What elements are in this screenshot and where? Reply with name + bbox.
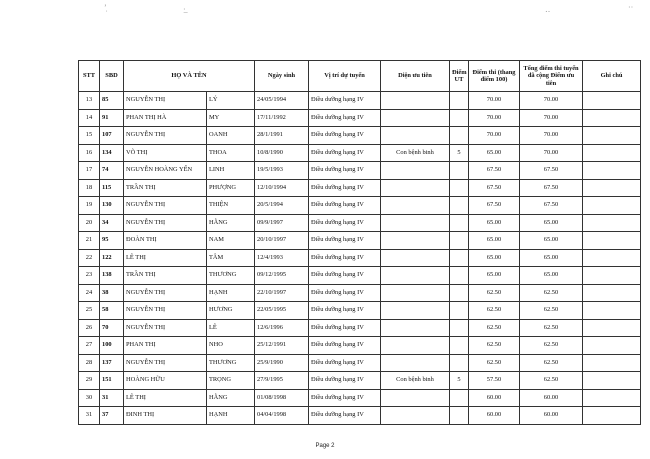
table-row: [79, 267, 641, 285]
cell-priority-type: [381, 179, 450, 197]
cell-position: Điều dưỡng hạng IV: [309, 337, 381, 355]
cell-surname: NGUYỄN THỊ: [124, 92, 207, 110]
cell-priority-type: [381, 284, 450, 302]
cell-surname: LÊ THỊ: [124, 389, 207, 407]
cell-surname: LÊ THỊ: [124, 249, 207, 267]
header-sbd: SBD: [100, 61, 124, 92]
cell-priority-type: Con bệnh binh: [381, 144, 450, 162]
cell-priority-type: [381, 319, 450, 337]
cell-given-name: HẠNH: [207, 407, 255, 425]
cell-priority-type: [381, 267, 450, 285]
cell-priority-points: [450, 389, 469, 407]
cell-score: 60.00: [469, 389, 520, 407]
cell-priority-type: [381, 407, 450, 425]
cell-note: [583, 302, 641, 320]
table-row: [79, 109, 641, 127]
cell-given-name: LÝ: [207, 92, 255, 110]
cell-score: 65.00: [469, 144, 520, 162]
cell-score: 70.00: [469, 92, 520, 110]
table-row: [79, 284, 641, 302]
cell-note: [583, 92, 641, 110]
cell-score: 65.00: [469, 249, 520, 267]
cell-note: [583, 197, 641, 215]
cell-given-name: THƯƠNG: [207, 354, 255, 372]
cell-surname: ĐINH THỊ: [124, 407, 207, 425]
cell-dob: 09/12/1995: [255, 267, 309, 285]
cell-priority-type: Con bệnh binh: [381, 372, 450, 390]
header-stt: STT: [79, 61, 100, 92]
cell-surname: NGUYỄN THỊ: [124, 284, 207, 302]
cell-priority-type: [381, 337, 450, 355]
cell-position: Điều dưỡng hạng IV: [309, 214, 381, 232]
cell-stt: 22: [79, 249, 100, 267]
cell-dob: 09/9/1997: [255, 214, 309, 232]
cell-surname: NGUYỄN THỊ: [124, 302, 207, 320]
table-row: [79, 214, 641, 232]
cell-score: 62.50: [469, 284, 520, 302]
cell-note: [583, 214, 641, 232]
cell-total: 65.00: [520, 249, 583, 267]
cell-surname: TRẦN THỊ: [124, 267, 207, 285]
cell-dob: 12/4/1993: [255, 249, 309, 267]
cell-given-name: LINH: [207, 162, 255, 180]
cell-sbd: 31: [100, 389, 124, 407]
scan-artifact-mark: ··: [628, 3, 634, 12]
cell-position: Điều dưỡng hạng IV: [309, 302, 381, 320]
cell-score: 67.50: [469, 179, 520, 197]
cell-position: Điều dưỡng hạng IV: [309, 127, 381, 145]
cell-sbd: 91: [100, 109, 124, 127]
cell-priority-points: [450, 284, 469, 302]
table-row: [79, 337, 641, 355]
cell-dob: 24/05/1994: [255, 92, 309, 110]
cell-given-name: TRỌNG: [207, 372, 255, 390]
cell-priority-type: [381, 302, 450, 320]
cell-position: Điều dưỡng hạng IV: [309, 232, 381, 250]
cell-sbd: 37: [100, 407, 124, 425]
table-row: [79, 92, 641, 110]
cell-priority-points: [450, 354, 469, 372]
cell-note: [583, 144, 641, 162]
cell-dob: 20/10/1997: [255, 232, 309, 250]
cell-sbd: 85: [100, 92, 124, 110]
cell-note: [583, 109, 641, 127]
page-number: Page 2: [315, 443, 335, 449]
scan-artifact-mark: ·̲: [183, 5, 186, 14]
cell-stt: 29: [79, 372, 100, 390]
cell-given-name: HẰNG: [207, 389, 255, 407]
cell-position: Điều dưỡng hạng IV: [309, 407, 381, 425]
table-row: [79, 389, 641, 407]
cell-position: Điều dưỡng hạng IV: [309, 197, 381, 215]
cell-score: 65.00: [469, 232, 520, 250]
cell-stt: 16: [79, 144, 100, 162]
cell-score: 65.00: [469, 267, 520, 285]
cell-stt: 28: [79, 354, 100, 372]
cell-given-name: THOA: [207, 144, 255, 162]
cell-priority-type: [381, 249, 450, 267]
cell-total: 62.50: [520, 372, 583, 390]
cell-priority-type: [381, 232, 450, 250]
cell-score: 67.50: [469, 197, 520, 215]
cell-total: 65.00: [520, 267, 583, 285]
cell-note: [583, 127, 641, 145]
cell-given-name: HẠNH: [207, 284, 255, 302]
cell-note: [583, 284, 641, 302]
cell-surname: NGUYỄN THỊ: [124, 127, 207, 145]
header-score: Điểm thi (thang điểm 100): [469, 61, 520, 92]
header-priority-type: Diện ưu tiên: [381, 61, 450, 92]
cell-priority-type: [381, 92, 450, 110]
cell-sbd: 134: [100, 144, 124, 162]
results-table: [78, 60, 641, 425]
cell-total: 62.50: [520, 354, 583, 372]
cell-given-name: HƯƠNG: [207, 302, 255, 320]
cell-priority-points: 5: [450, 372, 469, 390]
cell-surname: NGUYỄN THỊ: [124, 319, 207, 337]
cell-note: [583, 389, 641, 407]
cell-surname: NGUYỄN THỊ: [124, 354, 207, 372]
cell-sbd: 138: [100, 267, 124, 285]
cell-priority-points: 5: [450, 144, 469, 162]
cell-score: 62.50: [469, 354, 520, 372]
cell-priority-points: [450, 109, 469, 127]
cell-sbd: 70: [100, 319, 124, 337]
cell-dob: 25/12/1991: [255, 337, 309, 355]
cell-stt: 27: [79, 337, 100, 355]
cell-dob: 12/6/1996: [255, 319, 309, 337]
cell-priority-type: [381, 197, 450, 215]
header-priority-points: Điểm UT: [450, 61, 469, 92]
cell-stt: 19: [79, 197, 100, 215]
cell-surname: TRẦN THỊ: [124, 179, 207, 197]
cell-total: 67.50: [520, 179, 583, 197]
table-row: [79, 407, 641, 425]
cell-position: Điều dưỡng hạng IV: [309, 92, 381, 110]
cell-score: 70.00: [469, 109, 520, 127]
cell-dob: 27/9/1995: [255, 372, 309, 390]
cell-priority-type: [381, 109, 450, 127]
cell-total: 67.50: [520, 197, 583, 215]
cell-sbd: 122: [100, 249, 124, 267]
cell-given-name: OANH: [207, 127, 255, 145]
cell-note: [583, 372, 641, 390]
table-row: [79, 162, 641, 180]
cell-total: 65.00: [520, 214, 583, 232]
cell-sbd: 58: [100, 302, 124, 320]
cell-priority-points: [450, 267, 469, 285]
cell-position: Điều dưỡng hạng IV: [309, 372, 381, 390]
cell-position: Điều dưỡng hạng IV: [309, 319, 381, 337]
cell-surname: PHAN THỊ: [124, 337, 207, 355]
table-row: [79, 372, 641, 390]
cell-dob: 04/04/1998: [255, 407, 309, 425]
cell-position: Điều dưỡng hạng IV: [309, 389, 381, 407]
cell-score: 62.50: [469, 302, 520, 320]
cell-sbd: 151: [100, 372, 124, 390]
cell-position: Điều dưỡng hạng IV: [309, 179, 381, 197]
cell-priority-points: [450, 249, 469, 267]
cell-priority-points: [450, 162, 469, 180]
cell-total: 62.50: [520, 284, 583, 302]
cell-sbd: 130: [100, 197, 124, 215]
cell-given-name: MY: [207, 109, 255, 127]
cell-note: [583, 179, 641, 197]
table-row: [79, 232, 641, 250]
header-dob: Ngày sinh: [255, 61, 309, 92]
cell-note: [583, 319, 641, 337]
cell-note: [583, 249, 641, 267]
cell-given-name: THIỆN: [207, 197, 255, 215]
cell-priority-points: [450, 319, 469, 337]
cell-stt: 15: [79, 127, 100, 145]
table-row: [79, 319, 641, 337]
scan-artifact-mark: ʼ̣: [104, 3, 107, 12]
cell-position: Điều dưỡng hạng IV: [309, 354, 381, 372]
cell-priority-points: [450, 407, 469, 425]
cell-priority-type: [381, 127, 450, 145]
cell-surname: ĐOÀN THỊ: [124, 232, 207, 250]
cell-score: 65.00: [469, 214, 520, 232]
cell-sbd: 115: [100, 179, 124, 197]
cell-priority-points: [450, 197, 469, 215]
cell-sbd: 95: [100, 232, 124, 250]
cell-given-name: HẰNG: [207, 214, 255, 232]
cell-dob: 01/08/1998: [255, 389, 309, 407]
cell-priority-points: [450, 92, 469, 110]
cell-score: 70.00: [469, 127, 520, 145]
cell-stt: 24: [79, 284, 100, 302]
cell-position: Điều dưỡng hạng IV: [309, 109, 381, 127]
cell-dob: 28/1/1991: [255, 127, 309, 145]
cell-position: Điều dưỡng hạng IV: [309, 249, 381, 267]
cell-position: Điều dưỡng hạng IV: [309, 284, 381, 302]
cell-priority-points: [450, 179, 469, 197]
cell-score: 62.50: [469, 337, 520, 355]
cell-note: [583, 267, 641, 285]
table-row: [79, 197, 641, 215]
cell-surname: NGUYỄN THỊ: [124, 197, 207, 215]
cell-given-name: LÊ: [207, 319, 255, 337]
cell-stt: 30: [79, 389, 100, 407]
cell-stt: 26: [79, 319, 100, 337]
cell-given-name: THƯƠNG: [207, 267, 255, 285]
cell-score: 57.50: [469, 372, 520, 390]
cell-priority-points: [450, 127, 469, 145]
cell-total: 67.50: [520, 162, 583, 180]
header-name: HỌ VÀ TÊN: [124, 61, 255, 92]
table-header-row: [79, 61, 641, 92]
cell-stt: 31: [79, 407, 100, 425]
cell-stt: 17: [79, 162, 100, 180]
cell-stt: 21: [79, 232, 100, 250]
header-note: Ghi chú: [583, 61, 641, 92]
cell-stt: 18: [79, 179, 100, 197]
cell-dob: 19/5/1993: [255, 162, 309, 180]
cell-total: 62.50: [520, 337, 583, 355]
cell-priority-points: [450, 302, 469, 320]
table-row: [79, 144, 641, 162]
cell-total: 70.00: [520, 127, 583, 145]
cell-score: 62.50: [469, 319, 520, 337]
cell-dob: 17/11/1992: [255, 109, 309, 127]
cell-given-name: PHƯỢNG: [207, 179, 255, 197]
cell-score: 67.50: [469, 162, 520, 180]
cell-total: 62.50: [520, 319, 583, 337]
cell-note: [583, 407, 641, 425]
cell-total: 65.00: [520, 232, 583, 250]
cell-stt: 13: [79, 92, 100, 110]
cell-dob: 20/5/1994: [255, 197, 309, 215]
table-row: [79, 179, 641, 197]
cell-priority-type: [381, 162, 450, 180]
cell-given-name: NHO: [207, 337, 255, 355]
cell-priority-points: [450, 232, 469, 250]
cell-total: 60.00: [520, 407, 583, 425]
table-row: [79, 302, 641, 320]
cell-stt: 20: [79, 214, 100, 232]
cell-sbd: 34: [100, 214, 124, 232]
cell-dob: 22/10/1997: [255, 284, 309, 302]
cell-total: 60.00: [520, 389, 583, 407]
cell-surname: PHAN THỊ HÀ: [124, 109, 207, 127]
cell-sbd: 100: [100, 337, 124, 355]
cell-stt: 23: [79, 267, 100, 285]
header-total: Tổng điểm thi tuyển đã cộng Điểm ưu tiên: [520, 61, 583, 92]
cell-priority-points: [450, 337, 469, 355]
cell-total: 70.00: [520, 92, 583, 110]
cell-dob: 25/9/1990: [255, 354, 309, 372]
cell-note: [583, 337, 641, 355]
cell-dob: 10/8/1990: [255, 144, 309, 162]
cell-total: 62.50: [520, 302, 583, 320]
table-row: [79, 354, 641, 372]
cell-position: Điều dưỡng hạng IV: [309, 267, 381, 285]
cell-dob: 12/10/1994: [255, 179, 309, 197]
cell-stt: 25: [79, 302, 100, 320]
cell-note: [583, 232, 641, 250]
cell-position: Điều dưỡng hạng IV: [309, 162, 381, 180]
cell-surname: NGUYỄN THỊ: [124, 214, 207, 232]
cell-surname: VÕ THỊ: [124, 144, 207, 162]
cell-surname: NGUYỄN HOÀNG YẾN: [124, 162, 207, 180]
cell-total: 70.00: [520, 144, 583, 162]
cell-given-name: TÂM: [207, 249, 255, 267]
cell-note: [583, 162, 641, 180]
cell-stt: 14: [79, 109, 100, 127]
cell-priority-type: [381, 354, 450, 372]
cell-position: Điều dưỡng hạng IV: [309, 144, 381, 162]
scan-artifact-mark: ‥: [545, 5, 551, 14]
table-row: [79, 249, 641, 267]
cell-total: 70.00: [520, 109, 583, 127]
cell-surname: HOÀNG HỮU: [124, 372, 207, 390]
table-row: [79, 127, 641, 145]
cell-sbd: 38: [100, 284, 124, 302]
cell-sbd: 107: [100, 127, 124, 145]
cell-priority-type: [381, 389, 450, 407]
cell-priority-points: [450, 214, 469, 232]
cell-note: [583, 354, 641, 372]
table-body: [79, 92, 641, 425]
cell-dob: 22/05/1995: [255, 302, 309, 320]
cell-score: 60.00: [469, 407, 520, 425]
cell-sbd: 137: [100, 354, 124, 372]
cell-given-name: NAM: [207, 232, 255, 250]
cell-sbd: 74: [100, 162, 124, 180]
header-position: Vị trí dự tuyển: [309, 61, 381, 92]
cell-priority-type: [381, 214, 450, 232]
